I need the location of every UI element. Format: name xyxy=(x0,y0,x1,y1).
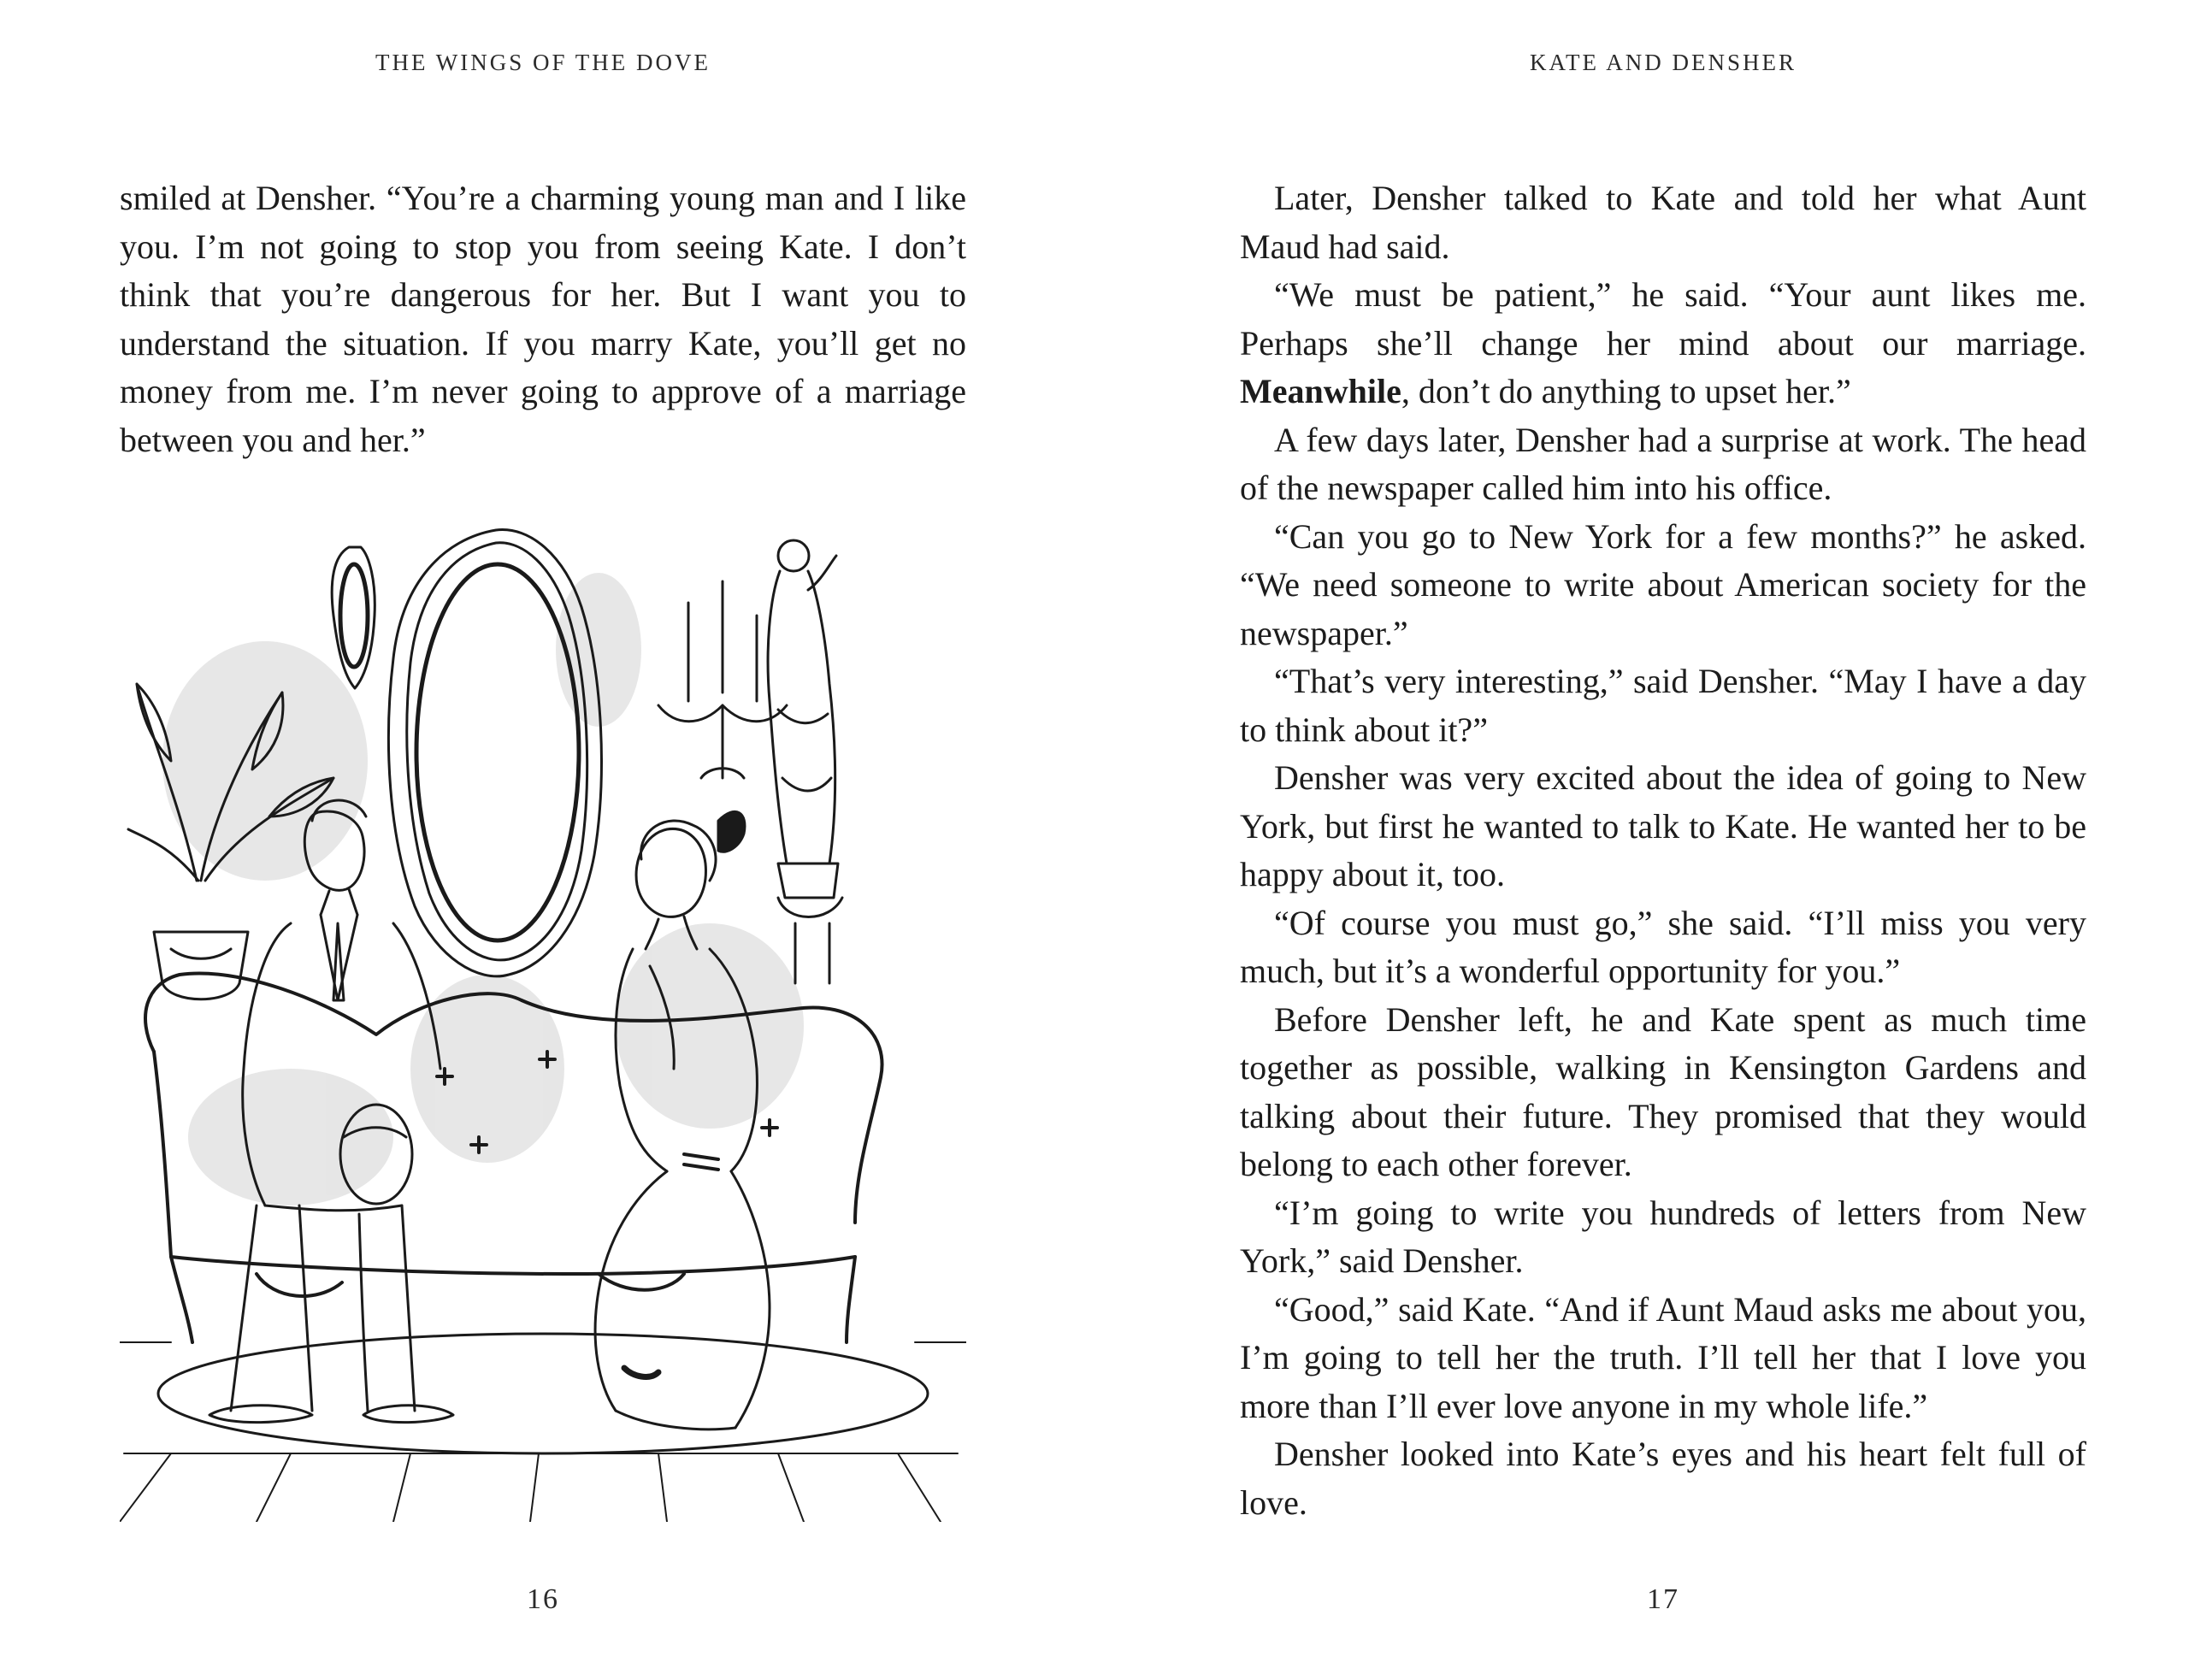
paragraph: Densher looked into Kate’s eyes and his heart felt full of love. xyxy=(1240,1435,2086,1522)
rug-floor xyxy=(120,1334,966,1522)
paragraph: A few days later, Densher had a surprise at work. The head of the newspaper called him into his office. xyxy=(1240,420,2086,507)
parlor-illustration xyxy=(120,522,966,1522)
paragraph: Densher was very excited about the idea of going to New York, but first he wanted to talk to Kate. He wanted her to be happy about it, too. xyxy=(1240,758,2086,893)
paragraph: “That’s very interesting,” said Densher. “May I have a day to think about it?” xyxy=(1240,662,2086,749)
paragraph: “I’m going to write you hundreds of letters from New York,” said Densher. xyxy=(1240,1193,2086,1280)
paragraph: “Good,” said Kate. “And if Aunt Maud asks me about you, I’m going to tell her the truth. I’ll tell her that I love you more than I’ll ever love anyone in my whole life.” xyxy=(1240,1289,2086,1425)
statue xyxy=(768,540,842,983)
paragraph: Before Densher left, he and Kate spent as much time together as possible, walking in Kensington Gardens and talking about their future. They promised that they would belong to each other forever. xyxy=(1240,999,2086,1183)
paragraph-part: “We must be patient,” he said. “Your aunt likes me. Perhaps she’ll change her mind about our marriage. xyxy=(1240,275,2086,363)
paragraph: smiled at Densher. “You’re a charming young man and I like you. I’m not going to stop you from seeing Kate. I don’t think that you’re dangerous for her. But I want you to understand the situation. If you marry Kate, you’ll get no money from me. I’m never going to approve of a marriage between you and her.” xyxy=(120,179,966,459)
paragraph-part: , don’t do anything to upset her.” xyxy=(1401,372,1851,410)
glossary-word: Meanwhile xyxy=(1240,372,1401,410)
page-number-right: 17 xyxy=(1647,1583,1679,1615)
paragraph: Later, Densher talked to Kate and told her what Aunt Maud had said. xyxy=(1240,179,2086,266)
left-page-text xyxy=(120,174,966,464)
paragraph: “Can you go to New York for a few months?” he asked. “We need someone to write about American society for the newspaper.” xyxy=(1240,516,2086,652)
paragraph: “Of course you must go,” she said. “I’ll miss you very much, but it’s a wonderful opportunity for you.” xyxy=(1240,903,2086,990)
small-mirror xyxy=(332,547,375,688)
running-head-right: KATE AND DENSHER xyxy=(1529,50,1797,75)
paragraph xyxy=(1240,271,2086,416)
right-page xyxy=(1094,0,2189,1680)
right-page-text xyxy=(1240,174,2086,1527)
page-number-left: 16 xyxy=(527,1583,559,1615)
left-page xyxy=(0,0,1094,1680)
running-head-left: THE WINGS OF THE DOVE xyxy=(375,50,711,75)
